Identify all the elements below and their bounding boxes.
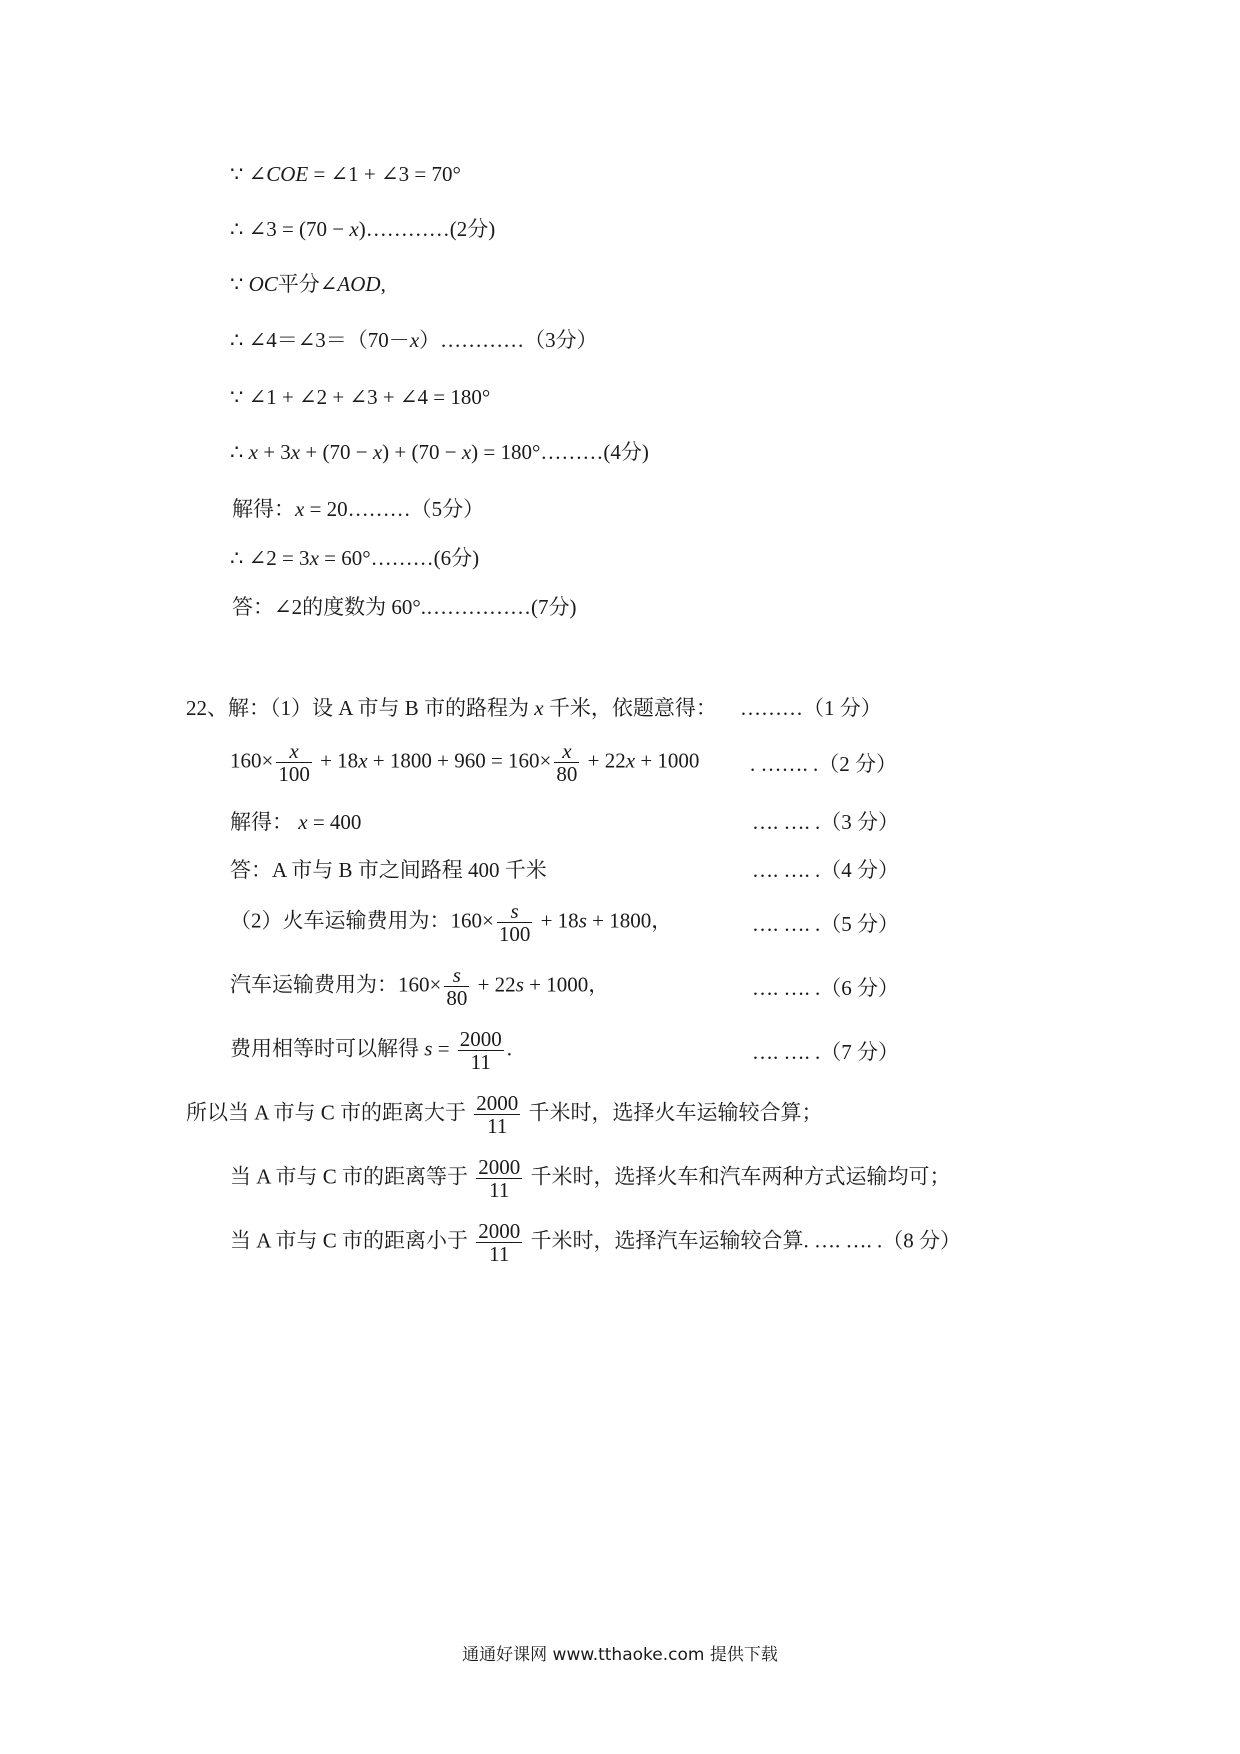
conclusion-less: 当 A 市与 C 市的距离小于 $\frac{2000}{11}$ 千米时，选择汽车运输较合算. …. …. .（8 分） xyxy=(230,1219,962,1266)
step-angle4: ∴ ∠4＝∠3＝（70－x）…………（3分） xyxy=(230,328,598,352)
step-solve-x: 解得：x = 20………（5分） xyxy=(232,497,485,521)
score-2: . ……. .（2 分） xyxy=(750,752,897,776)
step-angle2: ∴ ∠2 = 3x = 60°………(6分) xyxy=(230,546,480,570)
fraction-2000-11: $\frac{2000}{11}$ xyxy=(478,1155,521,1202)
train-cost: （2）火车运输费用为：160× $\frac{s}{100}$ + 18s + 1800， xyxy=(230,899,673,946)
score-7: …. …. .（7 分） xyxy=(752,1040,899,1064)
fraction-x-100: $\frac{x}{100}$ xyxy=(278,739,310,786)
fraction-2000-11: $\frac{2000}{11}$ xyxy=(459,1027,502,1074)
fraction-2000-11: $\frac{2000}{11}$ xyxy=(476,1091,519,1138)
step-angle3: ∴ ∠3 = (70 − x)…………(2分) xyxy=(230,217,496,241)
score-3: …. …. .（3 分） xyxy=(752,810,899,834)
fraction-s-100: $\frac{s}{100}$ xyxy=(498,899,531,946)
answer-angle2: 答：∠2的度数为 60°.……………(7分) xyxy=(232,595,577,619)
fraction-2000-11: $\frac{2000}{11}$ xyxy=(478,1219,521,1266)
step-angle-sum: ∵ ∠1 + ∠2 + ∠3 + ∠4 = 180° xyxy=(230,385,491,409)
fraction-x-80: $\frac{x}{80}$ xyxy=(556,739,578,786)
problem-22-setup: 22、解：（1）设 A 市与 B 市的路程为 x 千米，依题意得： xyxy=(186,696,717,720)
step-coe-sum: ∵ ∠COE = ∠1 + ∠3 = 70° xyxy=(230,162,461,186)
score-4: …. …. .（4 分） xyxy=(752,858,899,882)
car-cost: 汽车运输费用为：160× $\frac{s}{80}$ + 22s + 1000， xyxy=(230,963,610,1010)
step-oc-bisects: ∵ OC平分∠AOD, xyxy=(230,272,386,296)
score-1: ………（1 分） xyxy=(740,696,882,720)
page-footer: 通通好课网 www.tthaoke.com 提供下载 xyxy=(462,1645,778,1665)
conclusion-greater: 所以当 A 市与 C 市的距离大于 $\frac{2000}{11}$ 千米时，选择火车运输较合算； xyxy=(186,1091,823,1138)
answer-distance: 答：A 市与 B 市之间路程 400 千米 xyxy=(230,858,547,882)
score-6: …. …. .（6 分） xyxy=(752,976,899,1000)
fraction-s-80: $\frac{s}{80}$ xyxy=(446,963,468,1010)
step-equation: ∴ x + 3x + (70 − x) + (70 − x) = 180°………(4分) xyxy=(230,440,649,464)
equal-cost: 费用相等时可以解得 s = $\frac{2000}{11}$ . xyxy=(230,1027,513,1074)
equation-cost: 160× $\frac{x}{100}$ + 18x + 1800 + 960 = 160× $\frac{x}{80}$ + 22x + 1000 xyxy=(230,739,700,786)
solve-x-400: 解得： x = 400 xyxy=(230,810,362,834)
conclusion-equal: 当 A 市与 C 市的距离等于 $\frac{2000}{11}$ 千米时，选择火车和汽车两种方式运输均可； xyxy=(230,1155,951,1202)
score-5: …. …. .（5 分） xyxy=(752,912,899,936)
